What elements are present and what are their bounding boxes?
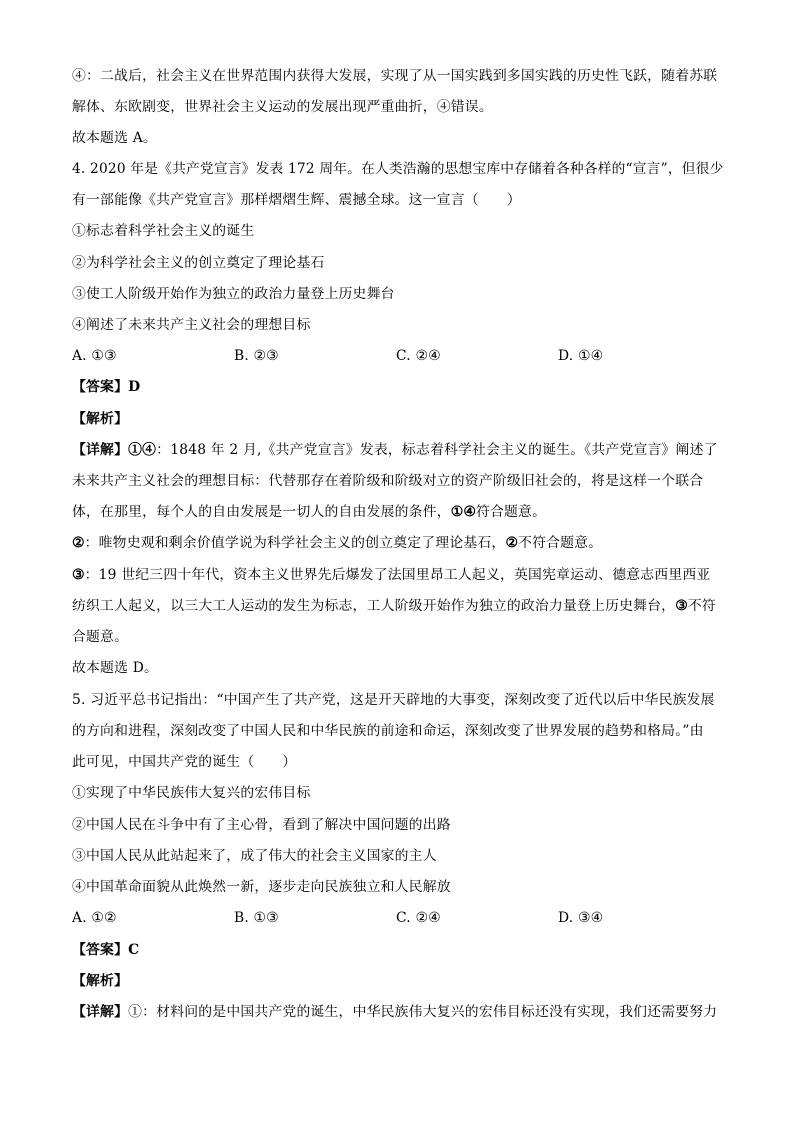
detail-paragraph	[72, 565, 732, 585]
question-4-options	[72, 346, 732, 366]
detail-text-part: 不符	[687, 598, 716, 614]
text-line: 故本题选 A。	[72, 130, 157, 146]
question-5-statement: ①实现了中华民族伟大复兴的宏伟目标	[72, 785, 311, 801]
detail-text-part: ：唯物史观和剩余价值学说为科学社会主义的创立奠定了理论基石，	[84, 535, 506, 551]
question-4-statement: ③使工人阶级开始作为独立的政治力量登上历史舞台	[72, 286, 395, 302]
detail-text	[72, 502, 732, 522]
text-line: ④：二战后，社会主义在世界范围内获得大发展，实现了从一国实践到多国实践的历史性飞跃，随着苏联	[72, 68, 718, 84]
detail-text	[72, 596, 732, 616]
detail-ref: ③	[675, 598, 688, 614]
question-4-statement: ①标志着科学社会主义的诞生	[72, 223, 255, 239]
question-4-stem: 4. 2020 年是《共产党宣言》发表 172 周年。在人类浩瀚的思想宝库中存储着各种各样的“宣言”，但很少	[72, 161, 724, 177]
detail-text: 未来共产主义社会的理想目标：代替那存在着阶级和阶级对立的资产阶级旧社会的，将是这样一个联合	[72, 473, 704, 489]
text-line: 解体、东欧剧变，世界社会主义运动的发展出现严重曲折，④错误。	[72, 99, 493, 115]
question-5-statement: ②中国人民在斗争中有了主心骨，看到了解决中国问题的出路	[72, 817, 451, 833]
detail-paragraph	[72, 533, 732, 553]
question-4-stem: 有一部能像《共产党宣言》那样熠熠生辉、震撼全球。这一宣言（ ）	[72, 192, 521, 208]
option-d: D. ①④	[558, 348, 604, 364]
option-c: C. ②④	[396, 348, 441, 364]
question-5-stem: 的方向和进程，深刻改变了中国人民和中华民族的前途和命运，深刻改变了世界发展的趋势和格局。”由	[72, 723, 704, 739]
answer-label: 【答案】C	[72, 942, 140, 958]
detail-paragraph	[72, 440, 732, 460]
option-a: A. ①③	[72, 348, 117, 364]
option-b: B. ①③	[234, 910, 279, 926]
detail-ref: ②	[505, 535, 519, 551]
question-5-stem: 5. 习近平总书记指出：“中国产生了共产党，这是开天辟地的大事变，深刻改变了近代以后中华民族发展	[72, 692, 715, 708]
detail-label: 【详解】	[72, 1004, 129, 1020]
answer-label: 【答案】D	[72, 379, 141, 395]
question-5-statement: ④中国革命面貌从此焕然一新，逐步走向民族独立和人民解放	[72, 879, 451, 895]
question-5-stem: 此可见，中国共产党的诞生（ ）	[72, 754, 297, 770]
detail-text: ：1848 年 2 月,《共产党宣言》发表，标志着科学社会主义的诞生。《共产党宣言》阐述了	[156, 442, 718, 458]
option-d: D. ③④	[558, 910, 604, 926]
analysis-label: 【解析】	[72, 411, 129, 427]
option-c: C. ②④	[396, 910, 441, 926]
option-a: A. ①②	[72, 910, 117, 926]
detail-text-part: 符合题意。	[475, 504, 547, 520]
analysis-label: 【解析】	[72, 973, 129, 989]
detail-text-part: ：19 世纪三四十年代，资本主义世界先后爆发了法国里昂工人起义，英国宪章运动、德意志西里西亚	[84, 567, 711, 583]
conclusion: 故本题选 D。	[72, 660, 159, 676]
question-5-statement: ③中国人民从此站起来了，成了伟大的社会主义国家的主人	[72, 848, 437, 864]
option-b: B. ②③	[234, 348, 279, 364]
detail-label: 【详解】①④	[72, 442, 157, 458]
detail-paragraph	[72, 1002, 732, 1022]
detail-text: ①：材料问的是中国共产党的诞生，中华民族伟大复兴的宏伟目标还没有实现，我们还需要努力	[128, 1004, 718, 1020]
question-4-statement: ②为科学社会主义的创立奠定了理论基石	[72, 255, 325, 271]
detail-ref: ①④	[450, 504, 476, 520]
question-5-options	[72, 908, 732, 928]
detail-ref: ②	[72, 535, 85, 551]
detail-text-part: 体，在那里，每个人的自由发展是一切人的自由发展的条件，	[72, 504, 451, 520]
detail-text-part: 不符合题意。	[518, 535, 603, 551]
detail-text: 合题意。	[72, 629, 129, 645]
question-4-statement: ④阐述了未来共产主义社会的理想目标	[72, 317, 311, 333]
detail-text-part: 纺织工人起义，以三大工人运动的发生为标志，工人阶级开始作为独立的政治力量登上历史舞台，	[72, 598, 676, 614]
detail-ref: ③	[72, 567, 85, 583]
